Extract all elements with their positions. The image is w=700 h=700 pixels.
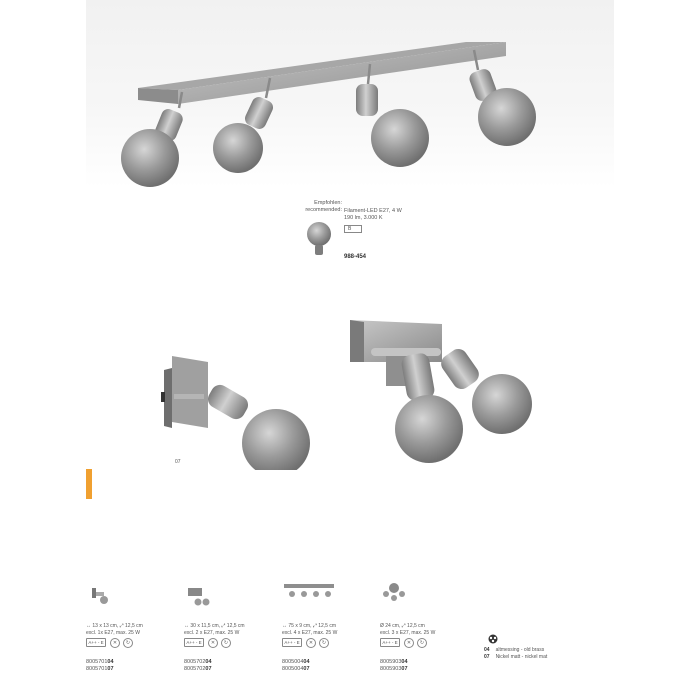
recommended-label-en: recommended:	[305, 207, 342, 213]
bulb-icon	[395, 395, 463, 463]
finish-swatch-icon	[486, 634, 500, 644]
energy-label-badge: A++ - E	[86, 638, 106, 647]
product-badges	[282, 638, 372, 650]
finish-code-label: 07	[175, 459, 181, 465]
bulb-icon	[472, 374, 532, 434]
rotate-icon: ↻	[417, 638, 427, 648]
product-dimensions: ↔ 30 x 11,5 cm, ⤢ 12,5 cm	[184, 623, 245, 629]
sku-finish-07: 800570207	[184, 666, 212, 672]
product-dimensions: Ø 24 cm, ⤢ 12,5 cm	[380, 623, 425, 629]
bulb-icon	[371, 109, 429, 167]
bulb-spec-line1: Filament-LED E27, 4 W	[344, 208, 402, 214]
bulb-icon: ✕	[306, 638, 316, 648]
energy-label-badge: A++ - E	[184, 638, 204, 647]
legend-row-07: 07 Nickel matt - nickel mat	[484, 654, 548, 660]
bulb-icon	[213, 123, 263, 173]
product-badges	[86, 638, 176, 650]
single-spot-thumbnail	[86, 578, 146, 608]
rotate-icon: ↻	[221, 638, 231, 648]
double-spot-wall-light	[350, 320, 532, 463]
catalog-page	[86, 0, 614, 700]
sku-finish-04: 800590304	[380, 659, 408, 665]
recommendation-block	[282, 200, 482, 270]
sku-finish-04: 800570204	[184, 659, 212, 665]
rotate-icon: ↻	[319, 638, 329, 648]
sku-finish-07: 800500407	[282, 666, 310, 672]
energy-label-badge: A++ - E	[282, 638, 302, 647]
product-bulb-info: excl. 2 x E27, max. 25 W	[184, 629, 240, 636]
bulb-icon	[121, 129, 179, 187]
sku-finish-07: 800570107	[86, 666, 114, 672]
energy-class-badge: B	[344, 225, 362, 233]
product-bulb-info: excl. 3 x E27, max. 25 W	[380, 629, 436, 636]
recommended-label-de: Empfohlen:	[314, 200, 342, 206]
bulb-icon: ✕	[208, 638, 218, 648]
sku-finish-04: 800570104	[86, 659, 114, 665]
recommended-sku: 988-454	[344, 254, 367, 260]
product-badges	[380, 638, 470, 650]
double-spot-thumbnail	[184, 578, 244, 608]
sku-finish-04: 800500404	[282, 659, 310, 665]
product-bulb-info: excl. 1x E27, max. 25 W	[86, 629, 140, 636]
single-spot-wall-light	[161, 356, 310, 470]
product-bulb-info: excl. 4 x E27, max. 25 W	[282, 629, 338, 636]
bulb-icon	[242, 409, 310, 470]
bar-light-thumbnail	[282, 578, 342, 608]
legend-row-04: 04 altmessing - old brass	[484, 647, 545, 653]
rotate-icon: ↻	[123, 638, 133, 648]
bulb-spec-line2: 190 lm, 3.000 K	[344, 215, 383, 221]
bulb-icon	[478, 88, 536, 146]
section-tab-marker	[86, 469, 92, 499]
product-dimensions: ↔ 13 x 13 cm, ⤢ 12,5 cm	[86, 623, 143, 629]
product-dimensions: ↔ 75 x 9 cm, ⤢ 12,5 cm	[282, 623, 337, 629]
sku-finish-07: 800590307	[380, 666, 408, 672]
round-plate-thumbnail	[380, 578, 440, 608]
product-badges	[184, 638, 274, 650]
bulb-icon: ✕	[110, 638, 120, 648]
bulb-icon: ✕	[404, 638, 414, 648]
energy-label-badge: A++ - E	[380, 638, 400, 647]
four-spot-bar-light	[121, 42, 536, 187]
